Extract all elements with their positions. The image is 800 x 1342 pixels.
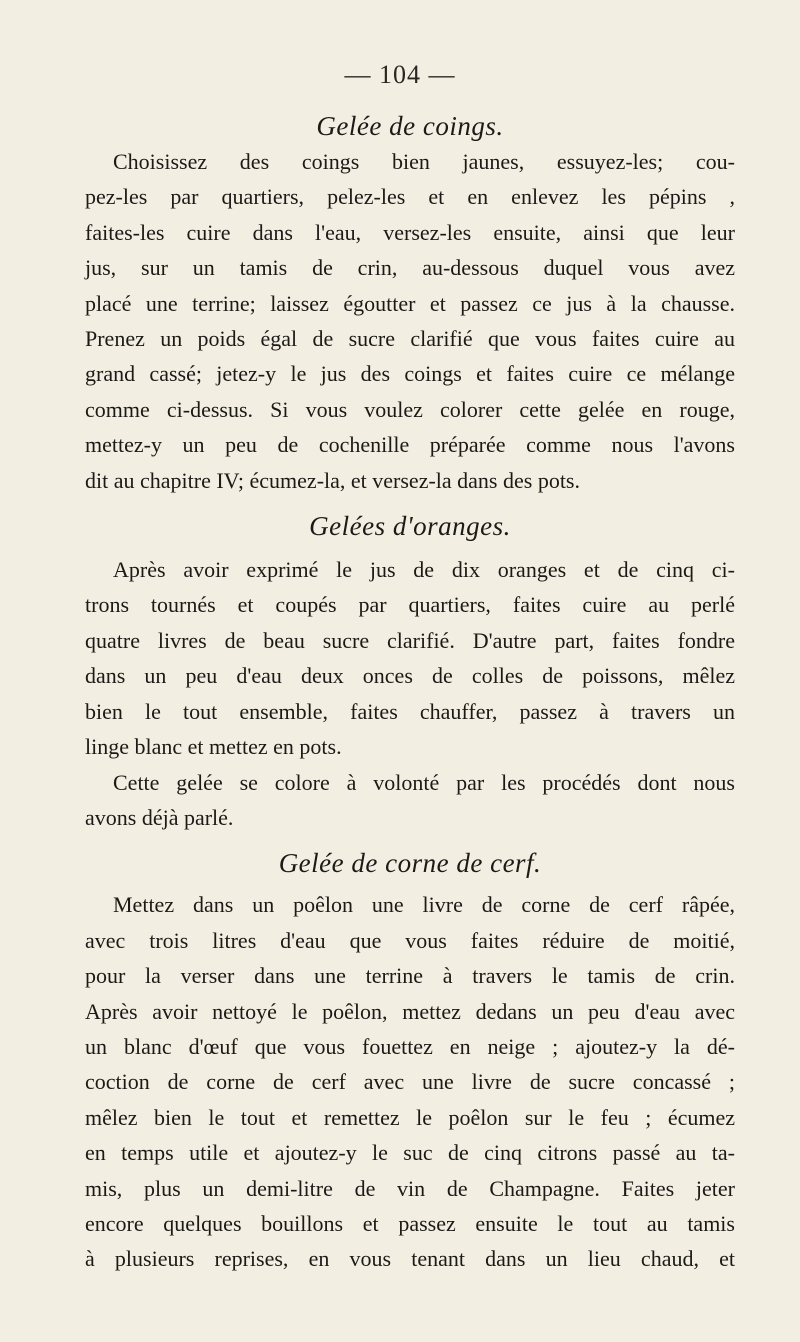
text-line: faites-les cuire dans l'eau, versez-les ensuite, ainsi que leur [85,219,735,245]
paragraph [85,144,735,498]
text-line: Prenez un poids égal de sucre clarifié que vous faites cuire au [85,326,735,352]
paragraph [85,887,735,1276]
paragraph [85,765,735,836]
text-line: Choisissez des coings bien jaunes, essuyez-les; cou- [113,149,735,174]
text-line: un blanc d'œuf que vous fouettez en neige ; ajoutez-y la dé- [85,1033,735,1059]
text-line: en temps utile et ajoutez-y le suc de cinq citrons passé au ta- [85,1140,735,1166]
text-line: dit au chapitre IV; écumez-la, et versez-la dans des pots. [85,467,580,493]
text-line: Après avoir nettoyé le poêlon, mettez dedans un peu d'eau avec [85,998,735,1024]
section-title: Gelée de coings. [316,111,504,141]
text-line: mettez-y un peu de cochenille préparée comme nous l'avons [85,432,735,458]
text-line: Mettez dans un poêlon une livre de corne de cerf râpée, [113,892,735,918]
paragraph [85,552,735,764]
text-line: mêlez bien le tout et remettez le poêlon sur le feu ; écumez [85,1104,735,1130]
text-line: encore quelques bouillons et passez ensuite le tout au tamis [85,1210,735,1236]
text-line: bien le tout ensemble, faites chauffer, passez à travers un [85,698,735,724]
text-line: Après avoir exprimé le jus de dix oranges et de cinq ci- [113,557,735,583]
text-line: avons déjà parlé. [85,804,234,830]
text-line: avec trois litres d'eau que vous faites réduire de moitié, [85,927,735,953]
text-line: pez-les par quartiers, pelez-les et en enlevez les pépins , [85,184,735,210]
text-line: Cette gelée se colore à volonté par les procédés dont nous [113,769,735,795]
page-number: — 104 — [344,60,456,89]
page-body [85,108,735,1277]
text-line: quatre livres de beau sucre clarifié. D'autre part, faites fondre [85,627,735,653]
text-line: placé une terrine; laissez égoutter et passez ce jus à la chausse. [85,290,735,316]
text-line: mis, plus un demi-litre de vin de Champagne. Faites jeter [85,1175,735,1201]
text-line: jus, sur un tamis de crin, au-dessous duquel vous avez [85,255,735,281]
section-title: Gelées d'oranges. [309,511,511,542]
text-line: grand cassé; jetez-y le jus des coings et faites cuire ce mélange [85,361,735,387]
text-line: trons tournés et coupés par quartiers, faites cuire au perlé [85,592,735,618]
text-line: pour la verser dans une terrine à travers le tamis de crin. [85,963,735,989]
text-line: linge blanc et mettez en pots. [85,734,342,760]
text-line: coction de corne de cerf avec une livre de sucre concassé ; [85,1069,735,1095]
text-line: comme ci-dessus. Si vous voulez colorer cette gelée en rouge, [85,396,735,422]
text-line: à plusieurs reprises, en vous tenant dans un lieu chaud, et [85,1246,735,1272]
section-title: Gelée de corne de cerf. [278,848,542,879]
text-line: dans un peu d'eau deux onces de colles de poissons, mêlez [85,663,735,689]
